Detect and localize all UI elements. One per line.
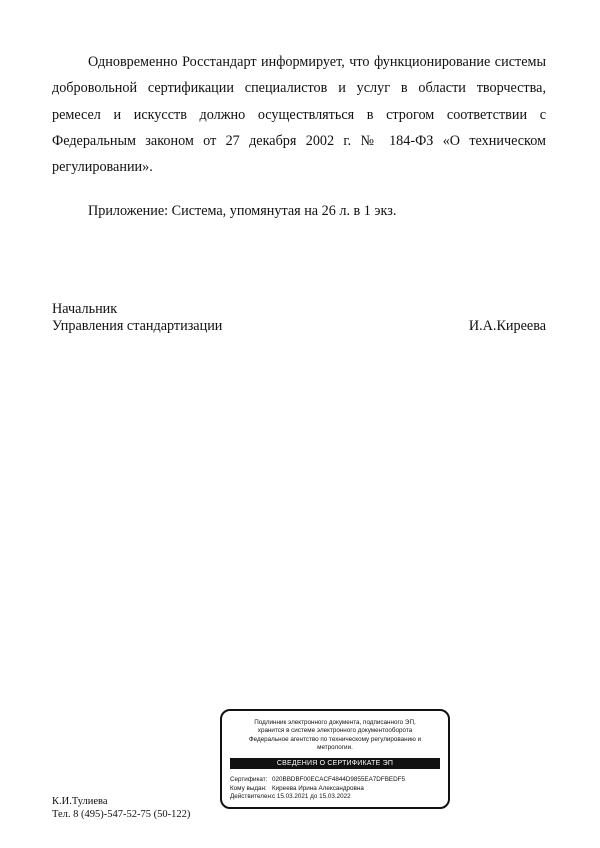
issued-to-row [230, 785, 440, 794]
stamp-intro-line: Подлинник электронного документа, подписанного ЭП, [254, 719, 416, 726]
stamp-banner: СВЕДЕНИЯ О СЕРТИФИКАТЕ ЭП [230, 758, 440, 769]
valid-row [230, 793, 440, 802]
stamp-intro-line: метрологии. [317, 744, 353, 752]
attachment-line: Приложение: Система, упомянутая на 26 л. в 1 экз. [88, 203, 397, 219]
electronic-signature-stamp [220, 709, 450, 809]
stamp-details [230, 776, 440, 802]
signature-block [52, 301, 546, 334]
executor-phone: Тел. 8 (495)-547-52-75 (50-122) [52, 808, 191, 820]
stamp-intro-line: хранится в системе электронного документооборота [257, 727, 413, 735]
certificate-value: 020BBDBF00ECACF4844D9855EA7DFBEDF5 [272, 776, 406, 783]
valid-value: с 15.03.2021 до 15.03.2022 [272, 793, 351, 801]
signatory-position-line2: Управления стандартизации [52, 317, 223, 334]
certificate-row [230, 776, 440, 785]
body-paragraph [52, 49, 546, 180]
certificate-label: Сертификат: [230, 776, 268, 783]
valid-label: Действителен: [230, 793, 273, 801]
executor-footer [52, 796, 190, 821]
signatory-name: И.А.Киреева [468, 317, 546, 334]
executor-name: К.И.Тулиева [52, 796, 108, 807]
signature-row [52, 318, 546, 335]
signatory-position-line1: Начальник [52, 301, 118, 317]
issued-to-value: Киреева Ирина Александровна [272, 784, 364, 792]
issued-to-label: Кому выдан: [230, 784, 267, 792]
stamp-intro [230, 719, 440, 753]
stamp-intro-line: Федеральное агентство по техническому регулированию и [248, 735, 422, 743]
body-text: Одновременно Росстандарт информирует, что функционирование системы добровольной сертификации специалистов и услуг в области творчества, ремесел и искусств должно осуществляться в строгом соответствии с Федеральным законом от 27 декабря 2002 г. № 184-ФЗ «О техническом регулировании». [52, 54, 546, 176]
